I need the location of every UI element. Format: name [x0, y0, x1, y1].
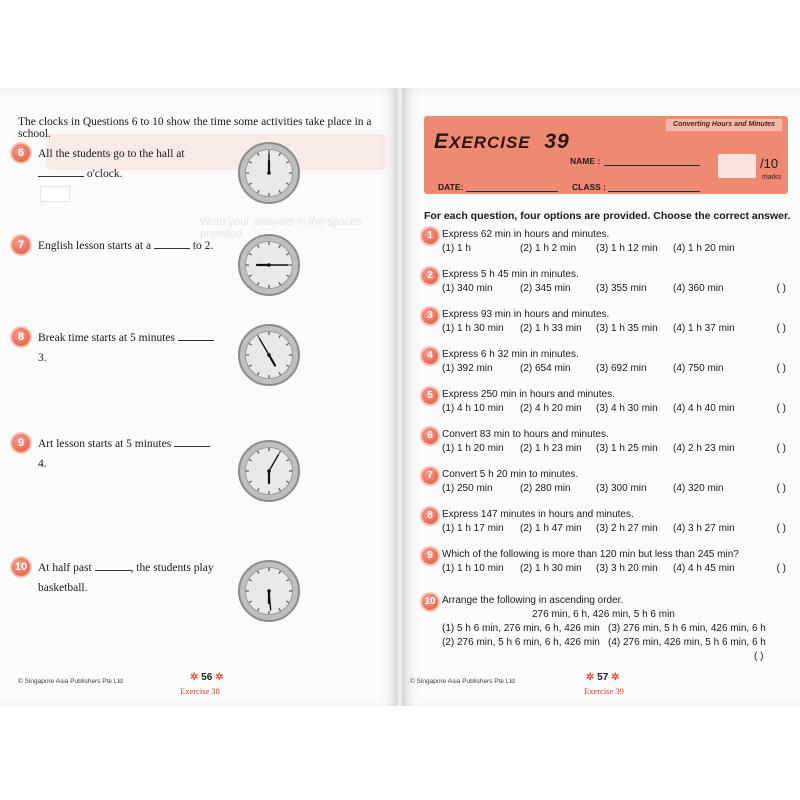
question-text: o'clock.	[86, 168, 123, 180]
option-4[interactable]: (4) 4 h 40 min	[673, 403, 735, 414]
answer-parentheses[interactable]: ( )	[776, 523, 786, 534]
answer-parentheses[interactable]: ( )	[776, 323, 786, 334]
question-3	[422, 308, 794, 336]
clock-tick	[258, 282, 260, 285]
question-text: basketball.	[38, 582, 88, 594]
option-2[interactable]: (2) 276 min, 5 h 6 min, 6 h, 426 min	[442, 637, 600, 648]
option-2[interactable]: (2) 345 min	[520, 283, 571, 294]
question-text: Express 93 min in hours and minutes.	[442, 309, 610, 320]
instruction-text: For each question, four options are provided. Choose the correct answer.	[424, 210, 791, 222]
clock-face	[238, 142, 300, 204]
option-4[interactable]: (4) 1 h 37 min	[673, 323, 735, 334]
clock-tick	[258, 488, 260, 491]
clock-tick	[249, 580, 252, 582]
clock-tick	[286, 580, 289, 582]
option-1[interactable]: (1) 1 h 10 min	[442, 563, 504, 574]
clock-tick	[279, 608, 281, 611]
question-text: Arrange the following in ascending order.	[442, 595, 624, 606]
question-7	[12, 236, 217, 256]
option-4[interactable]: (4) 1 h 20 min	[673, 243, 735, 254]
question-4	[422, 348, 794, 376]
open-workbook	[0, 88, 800, 706]
clock-tick	[249, 275, 252, 277]
answer-parentheses[interactable]: ( )	[776, 563, 786, 574]
answer-parentheses[interactable]: ( )	[776, 443, 786, 454]
option-4[interactable]: (4) 320 min	[673, 483, 724, 494]
exercise-header	[424, 116, 788, 194]
question-text: Convert 83 min to hours and minutes.	[442, 429, 609, 440]
option-1[interactable]: (1) 1 h 20 min	[442, 443, 504, 454]
copyright: © Singapore Asia Publishers Pte Ltd	[18, 678, 123, 685]
right-page	[402, 88, 800, 706]
option-1[interactable]: (1) 1 h 17 min	[442, 523, 504, 534]
question-10	[422, 594, 794, 664]
exercise-label: Exercise 38	[180, 686, 220, 696]
option-1[interactable]: (1) 1 h	[442, 243, 471, 254]
question-text: Express 6 h 32 min in minutes.	[442, 349, 579, 360]
question-number-badge: 4	[422, 348, 438, 364]
clock-tick	[258, 245, 260, 248]
class-label: CLASS :	[572, 182, 606, 192]
clock-tick	[279, 488, 281, 491]
option-2[interactable]: (2) 1 h 2 min	[520, 243, 577, 254]
question-text: At half past	[38, 562, 92, 574]
clock-tick	[286, 344, 289, 346]
option-3[interactable]: (3) 692 min	[596, 363, 647, 374]
question-text: Convert 5 h 20 min to minutes.	[442, 469, 579, 480]
question-6	[12, 144, 217, 204]
answer-blank[interactable]	[174, 436, 210, 447]
clock-tick	[258, 335, 260, 338]
question-text: Which of the following is more than 120 min but less than 245 min?	[442, 549, 739, 560]
clock-center	[267, 589, 271, 593]
question-number-badge: 6	[422, 428, 438, 444]
clock-tick	[286, 365, 289, 367]
name-field[interactable]	[604, 165, 700, 166]
clock-tick	[249, 183, 252, 185]
score-box[interactable]	[718, 154, 756, 178]
clock-tick	[279, 153, 281, 156]
option-3[interactable]: (3) 2 h 27 min	[596, 523, 658, 534]
clock-tick	[258, 190, 260, 193]
option-4[interactable]: (4) 276 min, 426 min, 5 h 6 min, 6 h	[608, 637, 766, 648]
score-total: /10	[760, 156, 779, 171]
marks-label: marks	[762, 174, 782, 181]
page-number: ✲ 56 ✲	[190, 672, 224, 683]
clock-minute-hand	[269, 455, 279, 471]
question-number-badge: 9	[12, 434, 30, 452]
clock-face	[238, 560, 300, 622]
question-text: All the students go to the hall at	[38, 148, 185, 160]
question-text: Break time starts at 5 minutes	[38, 332, 176, 344]
clock-tick	[249, 601, 252, 603]
question-7	[422, 468, 794, 496]
intro-text: The clocks in Questions 6 to 10 show the time some activities take place in a school.	[18, 116, 372, 140]
option-2[interactable]: (2) 1 h 47 min	[520, 523, 582, 534]
question-number-badge: 1	[422, 228, 438, 244]
question-number-badge: 8	[12, 328, 30, 346]
clock-tick	[258, 153, 260, 156]
option-1[interactable]: (1) 5 h 6 min, 276 min, 6 h, 426 min	[442, 623, 600, 634]
question-text: Art lesson starts at 5 minutes	[38, 438, 172, 450]
question-number-badge: 10	[12, 558, 30, 576]
clock-tick	[249, 365, 252, 367]
clock-tick	[249, 460, 252, 462]
answer-parentheses[interactable]: ( )	[776, 363, 786, 374]
option-1[interactable]: (1) 392 min	[442, 363, 493, 374]
clock-tick	[249, 344, 252, 346]
question-10	[12, 558, 217, 598]
option-4[interactable]: (4) 2 h 23 min	[673, 443, 735, 454]
question-8	[422, 508, 794, 536]
show-through-text: Write your answers in the spaces provided.	[200, 216, 362, 240]
option-3[interactable]: (3) 4 h 30 min	[596, 403, 658, 414]
class-field[interactable]	[608, 191, 700, 192]
answer-blank[interactable]	[154, 238, 190, 249]
option-1[interactable]: (1) 4 h 10 min	[442, 403, 504, 414]
clock-tick	[286, 460, 289, 462]
clock-tick	[286, 254, 289, 256]
question-number-badge: 5	[422, 388, 438, 404]
answer-parentheses[interactable]: ( )	[776, 403, 786, 414]
question-2	[422, 268, 794, 296]
left-page	[0, 88, 398, 706]
question-1	[422, 228, 794, 256]
option-3[interactable]: (3) 1 h 35 min	[596, 323, 658, 334]
clock-tick	[249, 254, 252, 256]
option-2[interactable]: (2) 1 h 33 min	[520, 323, 582, 334]
clock-face	[238, 234, 300, 296]
option-3[interactable]: (3) 276 min, 5 h 6 min, 426 min, 6 h	[608, 623, 766, 634]
question-9	[422, 548, 794, 576]
clock-tick	[279, 571, 281, 574]
option-4[interactable]: (4) 750 min	[673, 363, 724, 374]
option-2[interactable]: (2) 4 h 20 min	[520, 403, 582, 414]
question-number-badge: 10	[422, 594, 438, 610]
option-1[interactable]: (1) 250 min	[442, 483, 493, 494]
answer-blank[interactable]	[178, 330, 214, 341]
clock-tick	[279, 245, 281, 248]
clock-tick	[286, 481, 289, 483]
clock-face	[238, 440, 300, 502]
option-2[interactable]: (2) 654 min	[520, 363, 571, 374]
clock-center	[267, 263, 271, 267]
clock-center	[267, 353, 271, 357]
question-number-badge: 6	[12, 144, 30, 162]
clock-tick	[279, 335, 281, 338]
question-number-badge: 8	[422, 508, 438, 524]
option-4[interactable]: (4) 4 h 45 min	[673, 563, 735, 574]
name-label: NAME :	[570, 156, 601, 166]
question-text: Express 62 min in hours and minutes.	[442, 229, 610, 240]
items-to-order: 276 min, 6 h, 426 min, 5 h 6 min	[532, 609, 675, 620]
clock-minute-hand	[260, 339, 270, 355]
question-text: 3.	[38, 352, 47, 364]
option-3[interactable]: (3) 1 h 12 min	[596, 243, 658, 254]
exercise-label: Exercise 39	[584, 686, 624, 696]
date-label: DATE:	[438, 182, 464, 192]
option-3[interactable]: (3) 300 min	[596, 483, 647, 494]
question-text: 4.	[38, 458, 47, 470]
option-3[interactable]: (3) 355 min	[596, 283, 647, 294]
clock-face	[238, 324, 300, 386]
exercise-title: EXERCISE 39	[434, 130, 570, 153]
clock-tick	[258, 608, 260, 611]
option-1[interactable]: (1) 1 h 30 min	[442, 323, 504, 334]
question-number-badge: 7	[422, 468, 438, 484]
question-text: to 2.	[192, 240, 214, 252]
clock-tick	[279, 372, 281, 375]
answer-parentheses[interactable]: ( )	[754, 651, 764, 662]
question-number-badge: 2	[422, 268, 438, 284]
question-5	[422, 388, 794, 416]
answer-parentheses[interactable]: ( )	[776, 283, 786, 294]
topic-tab: Converting Hours and Minutes	[666, 119, 782, 131]
clock-tick	[279, 282, 281, 285]
clock-tick	[258, 451, 260, 454]
clock-tick	[279, 451, 281, 454]
option-2[interactable]: (2) 1 h 30 min	[520, 563, 582, 574]
clock-tick	[286, 601, 289, 603]
question-text: Express 250 min in hours and minutes.	[442, 389, 615, 400]
question-number-badge: 9	[422, 548, 438, 564]
option-3[interactable]: (3) 3 h 20 min	[596, 563, 658, 574]
page-number: ✲ 57 ✲	[586, 672, 620, 683]
clock-tick	[286, 275, 289, 277]
question-6	[422, 428, 794, 456]
clock-tick	[286, 183, 289, 185]
clock-tick	[286, 162, 289, 164]
question-8	[12, 328, 217, 368]
question-text: Express 147 minutes in hours and minutes.	[442, 509, 634, 520]
date-field[interactable]	[466, 191, 558, 192]
option-4[interactable]: (4) 360 min	[673, 283, 724, 294]
answer-box[interactable]	[40, 186, 70, 202]
question-text: Express 5 h 45 min in minutes.	[442, 269, 579, 280]
answer-blank[interactable]	[95, 560, 131, 571]
clock-tick	[258, 571, 260, 574]
option-2[interactable]: (2) 280 min	[520, 483, 571, 494]
question-text: , the students play	[130, 562, 214, 574]
clock-tick	[258, 372, 260, 375]
question-9	[12, 434, 217, 474]
answer-blank[interactable]	[38, 166, 84, 177]
question-number-badge: 7	[12, 236, 30, 254]
clock-tick	[249, 481, 252, 483]
question-number-badge: 3	[422, 308, 438, 324]
clock-minute-hand	[269, 591, 271, 610]
option-3[interactable]: (3) 1 h 25 min	[596, 443, 658, 454]
option-2[interactable]: (2) 1 h 23 min	[520, 443, 582, 454]
copyright: © Singapore Asia Publishers Pte Ltd	[410, 678, 515, 685]
clock-center	[267, 469, 271, 473]
clock-tick	[279, 190, 281, 193]
question-text: English lesson starts at a	[38, 240, 152, 252]
option-1[interactable]: (1) 340 min	[442, 283, 493, 294]
clock-center	[267, 171, 271, 175]
clock-tick	[249, 162, 252, 164]
option-4[interactable]: (4) 3 h 27 min	[673, 523, 735, 534]
answer-parentheses[interactable]: ( )	[776, 483, 786, 494]
